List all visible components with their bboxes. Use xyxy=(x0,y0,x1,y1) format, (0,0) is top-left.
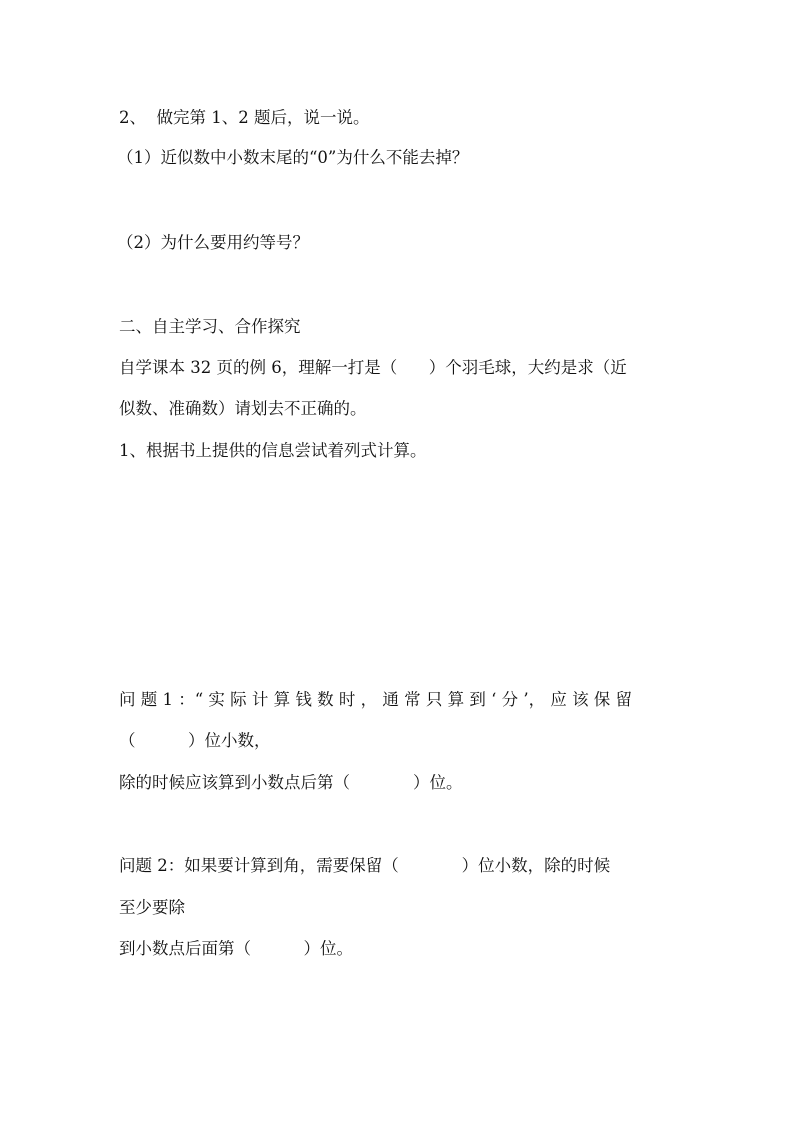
sub-question-2: （2）为什么要用约等号？ xyxy=(117,233,309,252)
self-study-instruction: 自学课本 32 页的例 6，理解一打是（ ）个羽毛球，大约是求（近 xyxy=(119,358,627,377)
problem-2-division: 到小数点后面第（ ）位。 xyxy=(119,939,353,958)
task-1: 1、根据书上提供的信息尝试着列式计算。 xyxy=(119,441,427,460)
question-2-heading: 2、 做完第 1、2 题后，说一说。 xyxy=(119,108,370,127)
sub-question-1: （1）近似数中小数末尾的“0”为什么不能去掉？ xyxy=(117,148,469,167)
problem-1: 问 题 1 ：“ 实 际 计 算 钱 数 时 ， 通 常 只 算 到 ‘ 分 ’， 应 该 保 留 xyxy=(119,690,633,709)
problem-2-cont: 至少要除 xyxy=(119,898,185,917)
problem-1-division: 除的时候应该算到小数点后第（ ）位。 xyxy=(119,773,463,792)
self-study-instruction-cont: 似数、准确数）请划去不正确的。 xyxy=(119,399,367,418)
problem-1-cont: （ ）位小数， xyxy=(119,731,271,750)
section-2-heading: 二、自主学习、合作探究 xyxy=(119,317,301,336)
problem-2: 问题 2：如果要计算到角，需要保留（ ）位小数，除的时候 xyxy=(119,856,611,875)
